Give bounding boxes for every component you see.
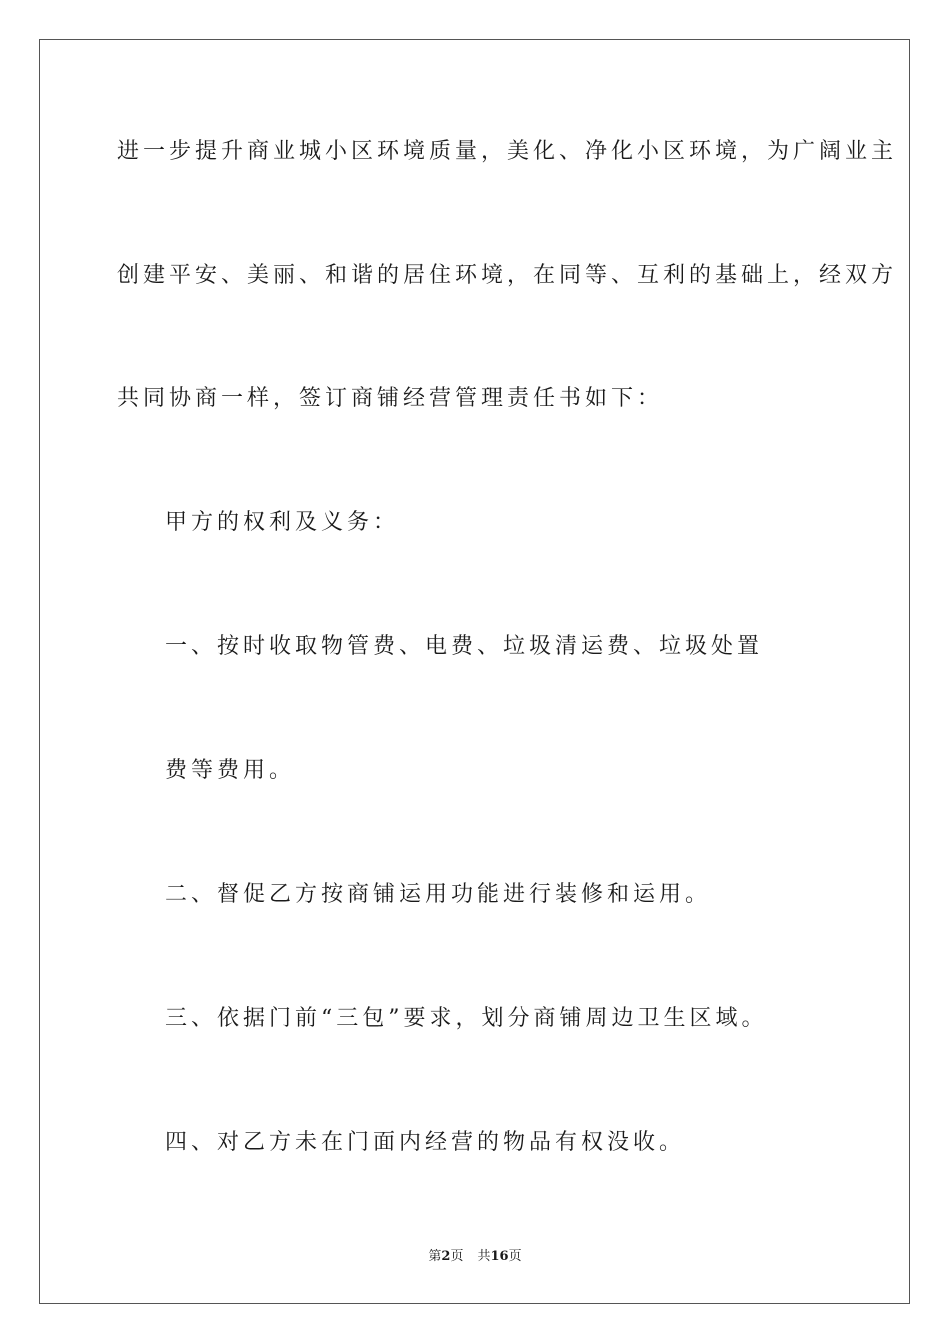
body-paragraph-line-2: 创建平安、美丽、和谐的居住环境，在同等、互利的基础上，经双方 [117, 263, 898, 288]
footer-total-pages: 16 [490, 1249, 509, 1264]
footer-total-suffix: 页 [508, 1249, 522, 1264]
body-paragraph-line-3: 共同协商一样，签订商铺经营管理责任书如下： [117, 386, 664, 411]
footer-page-suffix: 页 [450, 1249, 464, 1264]
footer-page-number: 2 [441, 1249, 451, 1264]
section-heading-party-a: 甲方的权利及义务： [165, 510, 400, 535]
clause-4: 四、对乙方未在门面内经营的物品有权没收。 [165, 1130, 686, 1155]
footer-page-prefix: 第 [428, 1249, 442, 1264]
page-footer [0, 1248, 950, 1266]
clause-3: 三、依据门前“三包”要求，划分商铺周边卫生区域。 [165, 1006, 768, 1031]
body-paragraph-line-1: 进一步提升商业城小区环境质量，美化、净化小区环境，为广阔业主 [117, 139, 898, 164]
clause-2: 二、督促乙方按商铺运用功能进行装修和运用。 [165, 882, 712, 907]
footer-total-prefix: 共 [477, 1249, 491, 1264]
page-frame [39, 39, 910, 1304]
clause-1-line-2: 费等费用。 [165, 758, 296, 783]
clause-1-line-1: 一、按时收取物管费、电费、垃圾清运费、垃圾处置 [165, 634, 764, 659]
